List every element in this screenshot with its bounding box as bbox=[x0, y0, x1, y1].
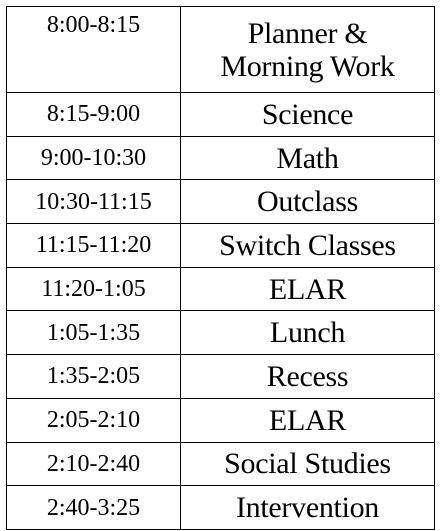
subject-cell: Switch Classes bbox=[181, 224, 435, 268]
subject-cell: Science bbox=[181, 93, 435, 137]
subject-cell bbox=[181, 7, 435, 93]
time-cell: 8:15-9:00 bbox=[7, 93, 181, 137]
subject-cell: Lunch bbox=[181, 311, 435, 355]
subject-cell: Intervention bbox=[181, 486, 435, 530]
table-row bbox=[7, 7, 435, 93]
time-cell: 2:05-2:10 bbox=[7, 398, 181, 442]
time-cell: 2:40-3:25 bbox=[7, 486, 181, 530]
table-row bbox=[7, 311, 435, 355]
table-row bbox=[7, 224, 435, 268]
subject-cell: Recess bbox=[181, 355, 435, 399]
time-cell: 9:00-10:30 bbox=[7, 136, 181, 180]
table-row bbox=[7, 355, 435, 399]
table-row bbox=[7, 180, 435, 224]
table-row bbox=[7, 267, 435, 311]
table-row bbox=[7, 136, 435, 180]
subject-cell: Outclass bbox=[181, 180, 435, 224]
table-row bbox=[7, 93, 435, 137]
time-cell: 1:05-1:35 bbox=[7, 311, 181, 355]
time-cell: 11:20-1:05 bbox=[7, 267, 181, 311]
subject-line: Morning Work bbox=[220, 49, 395, 83]
time-cell: 8:00-8:15 bbox=[7, 7, 181, 93]
time-cell: 11:15-11:20 bbox=[7, 224, 181, 268]
table-row bbox=[7, 398, 435, 442]
subject-line: Planner & bbox=[247, 16, 368, 50]
time-cell: 10:30-11:15 bbox=[7, 180, 181, 224]
table-row bbox=[7, 442, 435, 486]
schedule-table bbox=[6, 6, 435, 530]
time-cell: 2:10-2:40 bbox=[7, 442, 181, 486]
time-cell: 1:35-2:05 bbox=[7, 355, 181, 399]
subject-cell: Social Studies bbox=[181, 442, 435, 486]
subject-cell: ELAR bbox=[181, 267, 435, 311]
table-row bbox=[7, 486, 435, 530]
subject-cell: Math bbox=[181, 136, 435, 180]
subject-cell: ELAR bbox=[181, 398, 435, 442]
